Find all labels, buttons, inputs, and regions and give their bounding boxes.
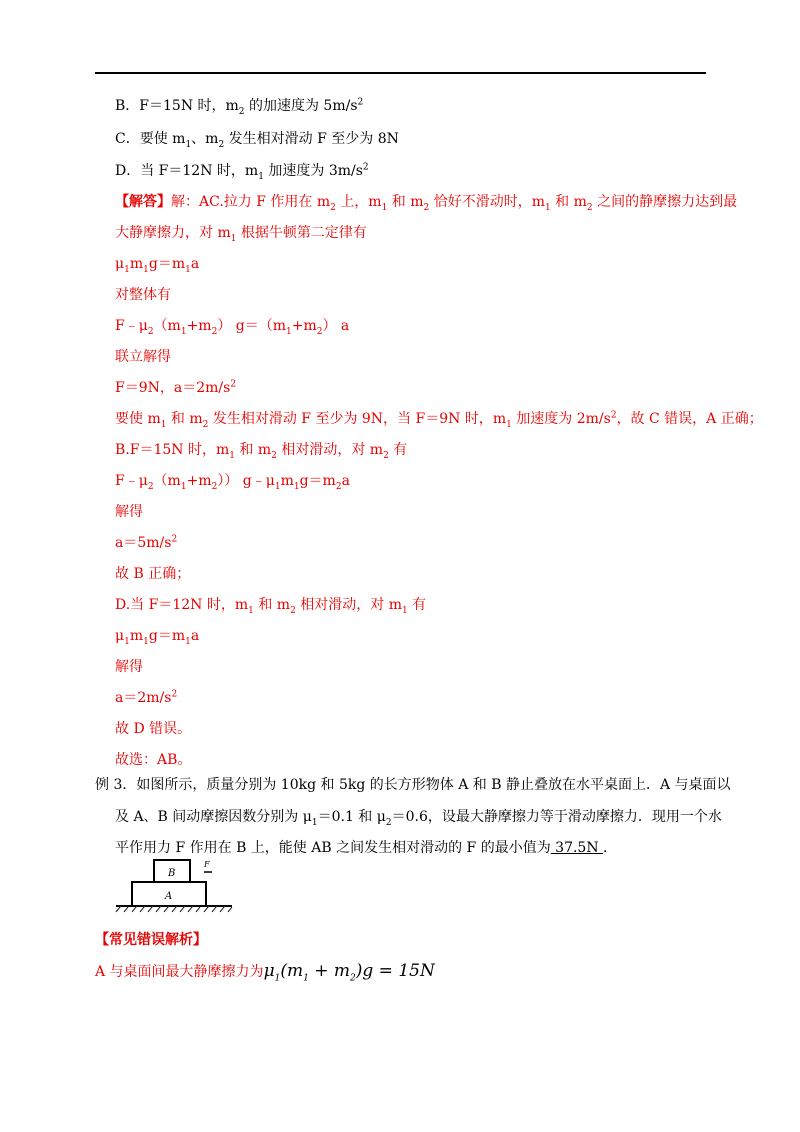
answer-line-11: 解得 [115,504,143,520]
answer-line-5: $F﹣\mu_2(m_1+m_2)$ $g=(m_1+m_2)$ a [115,318,350,337]
answer-line-16: 解得 [115,659,143,675]
answer-line-19: 故选：AB。 [115,752,192,768]
answer-line-7: F＝9N，$a=2m/s^2$ [115,379,237,396]
formula: $\mu_1(m_1 + m_2)g = 15N$ [263,961,435,984]
answer-line-10: $F﹣\mu_2(m_1+m_2)$） $g﹣\mu_1m_1g=m_2a$ [115,473,350,492]
label-f: F [204,860,210,869]
example3-line-2: 及 A、B 间动摩擦因数分别为 $\mu_1=0.1$ 和 $\mu_2=0.6$，设最大静摩擦力等于滑动摩擦力．现用一个水 [115,809,722,828]
option-c: C．要使 $m_1$、$m_2$ 发生相对滑动 F 至少为 8N [115,131,399,150]
mistakes-line-1: A 与桌面间最大静摩擦力为$\mu_1(m_1 + m_2)g = 15N$ [95,961,435,984]
example3-line-3: 平作用力 F 作用在 B 上，能使 AB 之间发生相对滑动的 F 的最小值为 37.5N ． [115,840,618,856]
answer-blank: 37.5N [550,840,604,856]
label-b: B [168,868,176,879]
answer-line-3: $\mu_1m_1g=m_1a$ [115,256,200,275]
option-d: D．当 F＝12N 时，$m_1$ 加速度为 $3m/s^2$ [115,162,369,182]
answer-line-12: $a=5m/s^2$ [115,534,178,551]
block-diagram [114,858,234,913]
header-rule [95,72,706,74]
answer-line-9: B.F＝15N 时，$m_1$ 和 $m_2$ 相对滑动，对 $m_2$ 有 [115,442,408,461]
answer-line-18: 故 D 错误。 [115,721,192,737]
answer-line-2: 大静摩擦力，对 $m_1$ 根据牛顿第二定律有 [115,225,367,244]
answer-line-15: $\mu_1m_1g=m_1a$ [115,628,200,647]
answer-line-4: 对整体有 [115,287,171,303]
answer-line-8: 要使 $m_1$ 和 $m_2$ 发生相对滑动 F 至少为 9N，当 F＝9N 时，$m_1$ 加速度为 $2m/s^2$，故 C 错误，A 正确； [115,410,763,430]
answer-line-13: 故 B 正确； [115,566,191,582]
answer-line-14: D.当 F＝12N 时，$m_1$ 和 $m_2$ 相对滑动，对 $m_1$ 有 [115,597,427,616]
answer-line-17: $a=2m/s^2$ [115,689,178,706]
label-a: A [165,891,173,902]
example3-line-1: 例 3．如图所示，质量分别为 10kg 和 5kg 的长方形物体 A 和 B 静止叠放在水平桌面上．A 与桌面以 [95,777,731,793]
answer-line-6: 联立解得 [115,349,171,365]
answer-tag: 【解答】 [115,194,171,210]
option-b: B．F＝15N 时，$m_2$ 的加速度为 $5m/s^2$ [115,97,364,117]
mistakes-tag: 【常见错误解析】 [95,932,207,948]
answer-line-1: 【解答】解：AC.拉力 F 作用在 $m_2$ 上，$m_1$ 和 $m_2$ 恰好不滑动时，$m_1$ 和 $m_2$ 之间的静摩擦力达到最 [115,194,738,213]
